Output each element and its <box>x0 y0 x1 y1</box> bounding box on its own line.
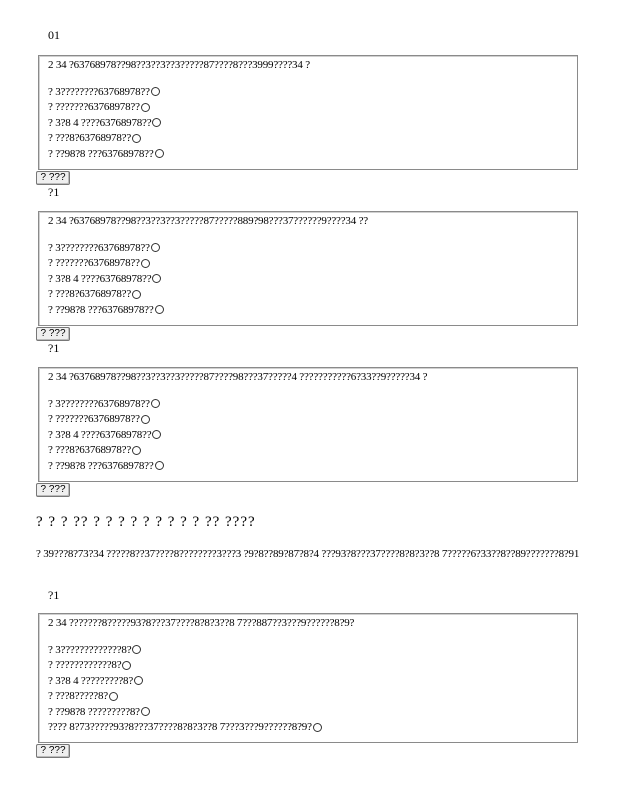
option-label: ? ???????63768978?? <box>48 101 140 114</box>
radio-button[interactable] <box>134 676 143 685</box>
option-label: ???? 8?73?????93?8???37????8?8?3??8 7???3???9??????8?9? <box>48 721 312 734</box>
submit-button-3[interactable]: ? ??? <box>36 483 70 497</box>
radio-button[interactable] <box>132 134 141 143</box>
radio-button[interactable] <box>313 723 322 732</box>
radio-button[interactable] <box>151 243 160 252</box>
option-label: ? ???????63768978?? <box>48 257 140 270</box>
radio-button[interactable] <box>152 430 161 439</box>
answer-option[interactable] <box>48 427 568 443</box>
answer-option[interactable] <box>48 689 568 705</box>
radio-button[interactable] <box>132 645 141 654</box>
answer-option[interactable] <box>48 642 568 658</box>
answer-option[interactable] <box>48 302 568 318</box>
option-label: ? ??98?8 ???63768978?? <box>48 459 154 472</box>
question-number-2: ?1 <box>48 185 60 199</box>
submit-button-4[interactable]: ? ??? <box>36 744 70 758</box>
question-number-4: ?1 <box>48 588 60 602</box>
radio-button[interactable] <box>151 87 160 96</box>
radio-button[interactable] <box>132 446 141 455</box>
option-label: ? 3?8 4 ????63768978?? <box>48 272 152 285</box>
option-label: ? 3?????????????8? <box>48 643 132 656</box>
answer-option[interactable] <box>48 240 568 256</box>
question-text: 2 34 ?63768978??98??3??3??3?????87????98???37?????4 ???????????6?33??9?????34 ? <box>48 371 428 383</box>
answer-option[interactable] <box>48 658 568 674</box>
radio-button[interactable] <box>141 707 150 716</box>
question-number-3: ?1 <box>48 341 60 355</box>
option-label: ? ??98?8 ???63768978?? <box>48 147 154 160</box>
option-label: ? ???8?63768978?? <box>48 444 132 457</box>
header-number: 01 <box>48 28 60 42</box>
option-label: ? ????????????8? <box>48 659 122 672</box>
radio-button[interactable] <box>141 415 150 424</box>
option-label: ? ???8?63768978?? <box>48 132 132 145</box>
answer-option[interactable] <box>48 720 568 736</box>
radio-button[interactable] <box>109 692 118 701</box>
radio-button[interactable] <box>132 290 141 299</box>
answer-option[interactable] <box>48 673 568 689</box>
radio-button[interactable] <box>151 399 160 408</box>
option-label: ? ??98?8 ?????????8? <box>48 705 140 718</box>
question-box-1 <box>38 55 578 170</box>
radio-button[interactable] <box>155 149 164 158</box>
option-label: ? 3????????63768978?? <box>48 397 150 410</box>
radio-button[interactable] <box>141 103 150 112</box>
question-box-3 <box>38 367 578 482</box>
option-label: ? 3?8 4 ????63768978?? <box>48 428 152 441</box>
option-label: ? ???8?????8? <box>48 690 108 703</box>
option-label: ? 3?8 4 ????63768978?? <box>48 116 152 129</box>
option-label: ? 3????????63768978?? <box>48 241 150 254</box>
radio-button[interactable] <box>122 661 131 670</box>
radio-button[interactable] <box>155 305 164 314</box>
answer-option[interactable] <box>48 704 568 720</box>
question-box-2 <box>38 211 578 326</box>
answer-option[interactable] <box>48 115 568 131</box>
radio-button[interactable] <box>155 461 164 470</box>
submit-button-1[interactable]: ? ??? <box>36 171 70 185</box>
question-text: 2 34 ?63768978??98??3??3??3?????87?????889?98???37??????9????34 ?? <box>48 215 368 227</box>
answer-option[interactable] <box>48 131 568 147</box>
answer-option[interactable] <box>48 271 568 287</box>
submit-button-2[interactable]: ? ??? <box>36 327 70 341</box>
answer-option[interactable] <box>48 412 568 428</box>
option-label: ? 3?8 4 ?????????8? <box>48 674 134 687</box>
radio-button[interactable] <box>141 259 150 268</box>
section-paragraph: ? 39???8?73?34 ?????8??37????8????????3???3 ?9?8??89?87?8?4 ???93?8???37????8?8?3??8 7?????6?33??8??89???????8?91 <box>36 548 580 560</box>
radio-button[interactable] <box>152 274 161 283</box>
answer-option[interactable] <box>48 84 568 100</box>
question-box-4 <box>38 613 578 743</box>
answer-option[interactable] <box>48 100 568 116</box>
answer-option[interactable] <box>48 396 568 412</box>
answer-option[interactable] <box>48 458 568 474</box>
option-label: ? 3????????63768978?? <box>48 85 150 98</box>
option-label: ? ??98?8 ???63768978?? <box>48 303 154 316</box>
answer-option[interactable] <box>48 287 568 303</box>
answer-option[interactable] <box>48 146 568 162</box>
question-text: 2 34 ?63768978??98??3??3??3?????87????8???3999????34 ? <box>48 59 310 71</box>
radio-button[interactable] <box>152 118 161 127</box>
answer-option[interactable] <box>48 256 568 272</box>
answer-option[interactable] <box>48 443 568 459</box>
option-label: ? ???8?63768978?? <box>48 288 132 301</box>
option-label: ? ???????63768978?? <box>48 413 140 426</box>
section-heading: ? ? ? ?? ? ? ? ? ? ? ? ? ? ?? ???? <box>36 514 256 530</box>
question-text: 2 34 ???????8?????93?8???37????8?8?3??8 7???887??3???9??????8?9? <box>48 617 355 629</box>
